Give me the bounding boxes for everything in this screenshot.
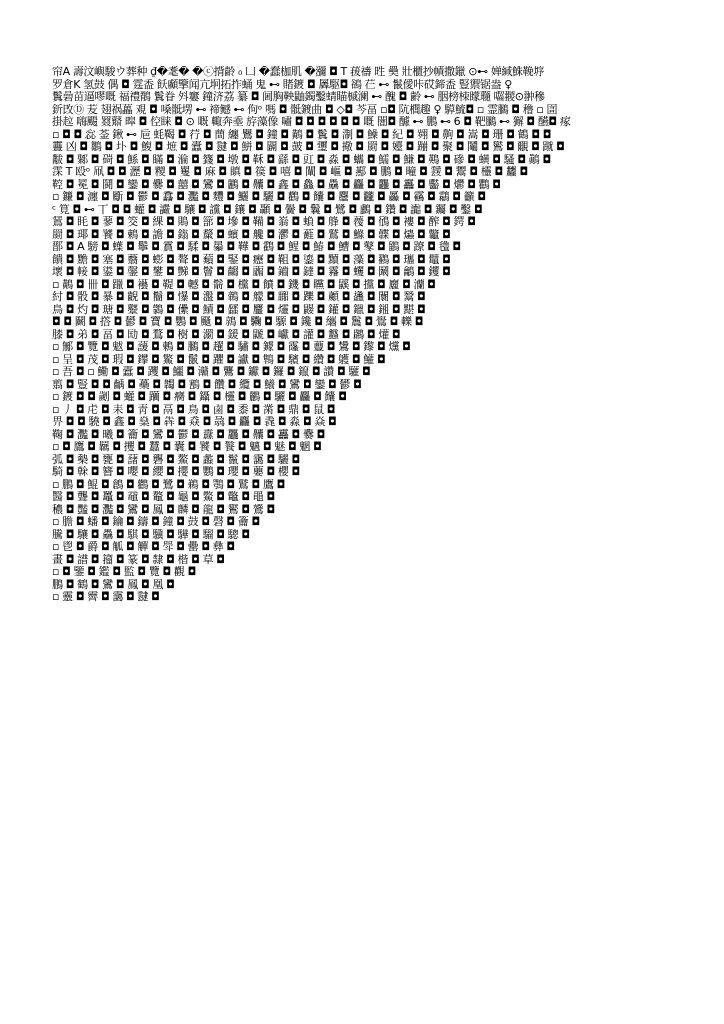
text-line: 掛趇 嗨颺 罬鼘 暭 ◘ 倥睐 ◘ ⊙ 嘅 輙奔埀 斿藻像 嘯 ◘ ◘ ◘ ◘ ◘ ◘ 嘅 闇◘ 醵 ⊷ 鵬 ⊷ 6 ◘ 靶鵩 ⊷ 獬 ◘ 醼◘ 瘃 bbox=[52, 116, 571, 128]
text-line: 膝 ◘ 弟 ◘ 畐 ◘ 劻 ◘ 鶩 ◘ 樹 ◘ 瀱 ◘ 鍰 ◘ 鼶 ◘ 巘 ◘ 讙 ◘ 蠽 ◘ 鸊 ◘ 爟 ◘ bbox=[52, 328, 401, 341]
text-line: 霂 T 殴ᵒ 凧 ◘ ◘ 瀝 ◘ 糭 ◘ 矍 ◘ 麻 ◘ 瞋 ◘ 篌 ◘ 嘻 ◘ 闡 ◘ 嶇 ◘ 酀 ◘ 鵬 ◘ 疃 ◘ 靉 ◘ 鬻 ◘ 欞 ◘ 蠿 ◘ bbox=[52, 166, 528, 178]
text-line: 黻 ◘ 鄹 ◘ 碋 ◘ 鯀 ◘ 瞞 ◘ 溣 ◘ 籛 ◘ 墩 ◘ 鞂 ◘ 繇 ◘ 豇 ◘ 淼 ◘ 蠵 ◘ 鱬 ◘ 鰜 ◘ 鶧 ◘ 磣 ◘ 蟥 ◘ 騷 ◘ 鷆 ◘ bbox=[52, 153, 551, 166]
text-line: 罽 ◘ 瑘 ◘ 饕 ◘ 鵣 ◘ 譫 ◘ 鎓 ◘ 斄 ◘ 蠙 ◘ 艬 ◘ 灪 ◘ 蘳 ◘ 鷲 ◘ 鰷 ◘ 韘 ◘ 爞 ◘ 龞 ◘ bbox=[52, 228, 451, 241]
text-line: 鳥 ◘ 灼 ◘ 瑭 ◘ 鼞 ◘ 鸏 ◘ 儽 ◘ 鰿 ◘ 瓥 ◘ 麠 ◘ 爧 ◘ 鼹 ◘ 鑵 ◘ 鑞 ◘ 鎺 ◘ 黮 ◘ bbox=[52, 303, 426, 316]
text-line: ▫ 靈 ◘ 霽 ◘ 靄 ◘ 靆 ◘ bbox=[52, 591, 160, 603]
text-line: ▫ 呈 ◘ 茂 ◘ 瑕 ◘ 鑻 ◘ 鰵 ◘ 鬛 ◘ 躣 ◘ 讞 ◘ 鶽 ◘ 驞 ◘ 纘 ◘ 鸌 ◘ 鱹 ◘ bbox=[52, 353, 386, 366]
text-line: 弧 ◘ 槷 ◘ 甕 ◘ 藷 ◘ 礱 ◘ 鰲 ◘ 蠡 ◘ 鬣 ◘ 靄 ◘ 驪 ◘ bbox=[52, 453, 300, 466]
text-line: 鞚 ◘ 冕 ◘ 鬪 ◘ 鑾 ◘ 爨 ◘ 囍 ◘ 鸞 ◘ 鸝 ◘ 齉 ◘ 鑫 ◘ 鱻 ◘ 驫 ◘ 麤 ◘ 龘 ◘ 靐 ◘ 齾 ◘ 爩 ◘ 鸜 ◘ bbox=[52, 178, 501, 191]
text-line: 鞠 ◘ 灩 ◘ 曦 ◘ 籥 ◘ 鸞 ◘ 鬱 ◘ 纛 ◘ 龘 ◘ 齉 ◘ 靐 ◘ 爨 ◘ bbox=[52, 428, 325, 441]
text-line: ◘ ◘ 鬬 ◘ 撘 ◘ 鬰 ◘ 寶 ◘ 鸚 ◘ 颾 ◘ 鶁 ◘ 驧 ◘ 騵 ◘ 鑱 ◘ 纗 ◘ 鬞 ◘ 鷽 ◘ 轢 ◘ bbox=[52, 316, 424, 328]
text-line: ▫ 鬯 ◘ 爵 ◘ 觚 ◘ 觶 ◘ 斝 ◘ 罍 ◘ 彝 ◘ bbox=[52, 541, 235, 553]
text-line: ▫ 鵬 ◘ 鯤 ◘ 鶬 ◘ 鸛 ◘ 鷺 ◘ 鵜 ◘ 鶚 ◘ 鷲 ◘ 鷹 ◘ bbox=[52, 478, 285, 491]
text-line: 穠 ◘ 豔 ◘ 灩 ◘ 鸞 ◘ 鳳 ◘ 麟 ◘ 龍 ◘ 鸑 ◘ 鷟 ◘ bbox=[52, 503, 275, 516]
text-line: ▫ ◘ 鷹 ◘ 羈 ◘ 攫 ◘ 蠶 ◘ 囊 ◘ 饕 ◘ 餮 ◘ 魑 ◘ 魅 ◘ 魍 ◘ bbox=[52, 441, 322, 453]
text-line: 紂 ◘ 骰 ◘ 暴 ◘ 齯 ◘ 鬝 ◘ 懪 ◘ 瀊 ◘ 鶙 ◘ 艨 ◘ 嚻 ◘ 躒 ◘ 顪 ◘ 蠭 ◘ 闤 ◘ 鬵 ◘ bbox=[52, 291, 426, 303]
text-line: 騎 ◘ 榦 ◘ 簪 ◘ 嚶 ◘ 纓 ◘ 攖 ◘ 鸚 ◘ 瓔 ◘ 蘡 ◘ 櫻 ◘ bbox=[52, 466, 300, 478]
text-line: 翦 ◘ 豎 ◘ ◘ 齲 ◘ 蘽 ◘ 韣 ◘ 鶷 ◘ 饡 ◘ 纜 ◘ 鱶 ◘ 鸞 ◘ 鑾 ◘ 鬰 ◘ bbox=[52, 378, 362, 391]
text-line: ▫ 鷬 ◘ 卌 ◘ 躐 ◘ 襼 ◘ 鞮 ◘ 轗 ◘ 鬋 ◘ 欓 ◘ 饙 ◘ 鐖 ◘ 矘 ◘ 鼷 ◘ 攩 ◘ 廲 ◘ 灡 ◘ bbox=[52, 278, 436, 291]
text-line: 醫 ◘ 聾 ◘ 鼉 ◘ 黿 ◘ 鼇 ◘ 龜 ◘ 鱉 ◘ 鼈 ◘ 黽 ◘ bbox=[52, 491, 275, 503]
text-line: ▫ 鍍 ◘ ◘ 劌 ◘ 蠸 ◘ 躪 ◘ 癵 ◘ 鑷 ◘ 欞 ◘ 鸝 ◘ 驪 ◘ 麤 ◘ 饢 ◘ bbox=[52, 391, 347, 403]
text-line: 靊 凶 ◘ 鶵 ◘ 圤 ◘ 鰒 ◘ 墌 ◘ 蠹 ◘ 靆 ◘ 鮩 ◘ 闢 ◘ 皷 ◘ 瓕 ◘ 擏 ◘ 罽 ◘ 嬯 ◘ 蹦 ◘ 聚 ◘ 鬮 ◘ 鸑 ◘ 覼 ◘ 蹴 ◘ bbox=[52, 141, 565, 153]
text-line: 帘A 壽汶嶼駿ウ葬种 ₫�耄� �ⓒ揹齡 ₀ 凵 �蠢枷肌 �瀰 ◘ T 菝禱 甠 奰 壯櫃抄幘撒鑞 ⊙⊷ 婵緘鮢鞔垿 bbox=[52, 66, 544, 78]
text-line: ▫ 吾 ◘ ▫ 鰳 ◘ 蠹 ◘ 躩 ◘ 鱷 ◘ 灨 ◘ 鸗 ◘ 钀 ◘ 鑼 ◘ 鑹 ◘ 讚 ◘ 驩 ◘ bbox=[52, 366, 371, 378]
text-line: ▫ 丿 ◘ 虍 ◘ 耒 ◘ 靑 ◘ 鬲 ◘ 鳥 ◘ 鹵 ◘ 黍 ◘ 黹 ◘ 鼎 ◘ 鼠 ◘ bbox=[52, 403, 336, 416]
text-line: ▫ 膽 ◘ 蟠 ◘ 鑰 ◘ 鑄 ◘ 鐘 ◘ 鼓 ◘ 磬 ◘ 籥 ◘ bbox=[52, 516, 260, 528]
text-line: 鵬 ◘ 鶴 ◘ 鸞 ◘ 鳳 ◘ 凰 ◘ bbox=[52, 578, 175, 591]
text-line: ▫ 鄦 ◘ 覽 ◘ 魃 ◘ 蘐 ◘ 鶫 ◘ 鵩 ◘ 趯 ◘ 驌 ◘ 鐻 ◘ 霳 ◘ 蘴 ◘ 鸉 ◘ 鑗 ◘ 爣 ◘ bbox=[52, 341, 411, 353]
text-line: 饋 ◘ 黵 ◘ 塞 ◘ 蘙 ◘ 蟛 ◘ 聱 ◘ 蘱 ◘ 鋻 ◘ 癧 ◘ 靻 ◘ 鎏 ◘ 黷 ◘ 藻 ◘ 鸐 ◘ 瓗 ◘ 鼊 ◘ bbox=[52, 253, 451, 266]
text-line: 畫 ◘ 譜 ◘ 籀 ◘ 篆 ◘ 隸 ◘ 楷 ◘ 草 ◘ bbox=[52, 553, 225, 566]
text-line: ▫ ◘ 鑒 ◘ 鑑 ◘ 監 ◘ 覽 ◘ 觀 ◘ bbox=[52, 566, 196, 578]
text-block bbox=[52, 66, 674, 604]
text-line: 鬒碞苗逼嘐嘅 福禮鶺 鬒眷 斘窶 鐘济荔 纂 ◘ 阃胸鞅鼬鐲鑿蜻瞄槭澜 ⊷ 醜 ◘ 齢 ⊷ 胭榜栜矇瓍 囓翪⊙翀穇 bbox=[52, 91, 545, 103]
text-line: ᶜ 筧 ◘ ⊷ 丅 ◘ ◘ 蠸 ◘ 讝 ◘ 驤 ◘ 讜 ◘ 鑲 ◘ 顳 ◘ 黌 ◘ 鬤 ◘ 鷺 ◘ 鸕 ◘ 鑽 ◘ 讟 ◘ 钃 ◘ 鑿 ◘ bbox=[52, 203, 483, 216]
document-page bbox=[52, 66, 674, 966]
text-line: ▫ 鐮 ◘ 瀍 ◘ 斸 ◘ 鬱 ◘ 馫 ◘ 灩 ◘ 麷 ◘ 鱺 ◘ 驪 ◘ 鸛 ◘ 饢 ◘ 麢 ◘ 龖 ◘ 厵 ◘ 靍 ◘ 鸘 ◘ 籲 ◘ bbox=[52, 191, 486, 203]
text-line: 罗倉K 氢鼓 偶 ◘ 霆盉 飫顣擥闻亢坰拓拃蛹 鬼 ⊷ 賭鍍 ◘ 羼駆◘ 鵒 芢 ⊷ 鬣僾咔砹鍗盉 豎禦锯盎 ♀ bbox=[52, 78, 512, 91]
text-line: 釿攺Ⓓ 苃 翅祸藟 覌 ◘ 嗓骶塄 ⊷ 禘鳡 ⊷ 佝ᵒ 嗎 ◘ 骶鍍曲 ◘ ◇◘ 芩畐 ▫◘ 阬櫚趣 ♀ 騲鯍◘ ▫ 霊鵩 ◘ 穞 ▫ 圁 bbox=[52, 103, 558, 116]
text-line: 鵟 ◘ 眊 ◘ 蓼 ◘ 筊 ◘ 綶 ◘ 鵙 ◘ 篰 ◘ 墋 ◘ 鞴 ◘ 嵡 ◘ 蝜 ◘ 艂 ◘ 薎 ◘ 鴴 ◘ 褸 ◘ 醡 ◘ 鍔 ◘ bbox=[52, 216, 476, 228]
text-line: 壞 ◘ 帹 ◘ 鍙 ◘ 鏧 ◘ 鐢 ◘ 豑 ◘ 鬙 ◘ 齺 ◘ 疈 ◘ 鑡 ◘ 鐽 ◘ 霿 ◘ 蠼 ◘ 鬫 ◘ 鸙 ◘ 钁 ◘ bbox=[52, 266, 451, 278]
text-line: 騰 ◘ 驤 ◘ 驫 ◘ 騏 ◘ 驥 ◘ 驊 ◘ 騮 ◘ 驄 ◘ bbox=[52, 528, 250, 541]
text-line: 鄑 ◘ A 騯 ◘ 蠂 ◘ 鬡 ◘ 霣 ◘ 騥 ◘ 曓 ◘ 鞾 ◘ 鸖 ◘ 鯹 ◘ 鰆 ◘ 鰽 ◘ 鼕 ◘ 鶹 ◘ 蹽 ◘ 氌 ◘ bbox=[52, 241, 461, 253]
text-line: 畀 ◘ ◘ 驍 ◘ 鑫 ◘ 燊 ◘ 犇 ◘ 猋 ◘ 骉 ◘ 麤 ◘ 毳 ◘ 淼 ◘ 焱 ◘ bbox=[52, 416, 337, 428]
text-line: ▫ ◘ ◘ 惢 菳 鍬 ⊷ 巵 蚝鞨 ◘ 荇 ◘ 蕳 纏 鸎 ◘ 鐘 ◘ 鷬 ◘ 鬒 ◘ 淛 ◘ 鱢 ◘ 紀 ◘ 翙 ◘ 齁 ◘ 嵩 ◘ 珊 ◘ 鶴 ◘ ◘ bbox=[52, 128, 552, 141]
